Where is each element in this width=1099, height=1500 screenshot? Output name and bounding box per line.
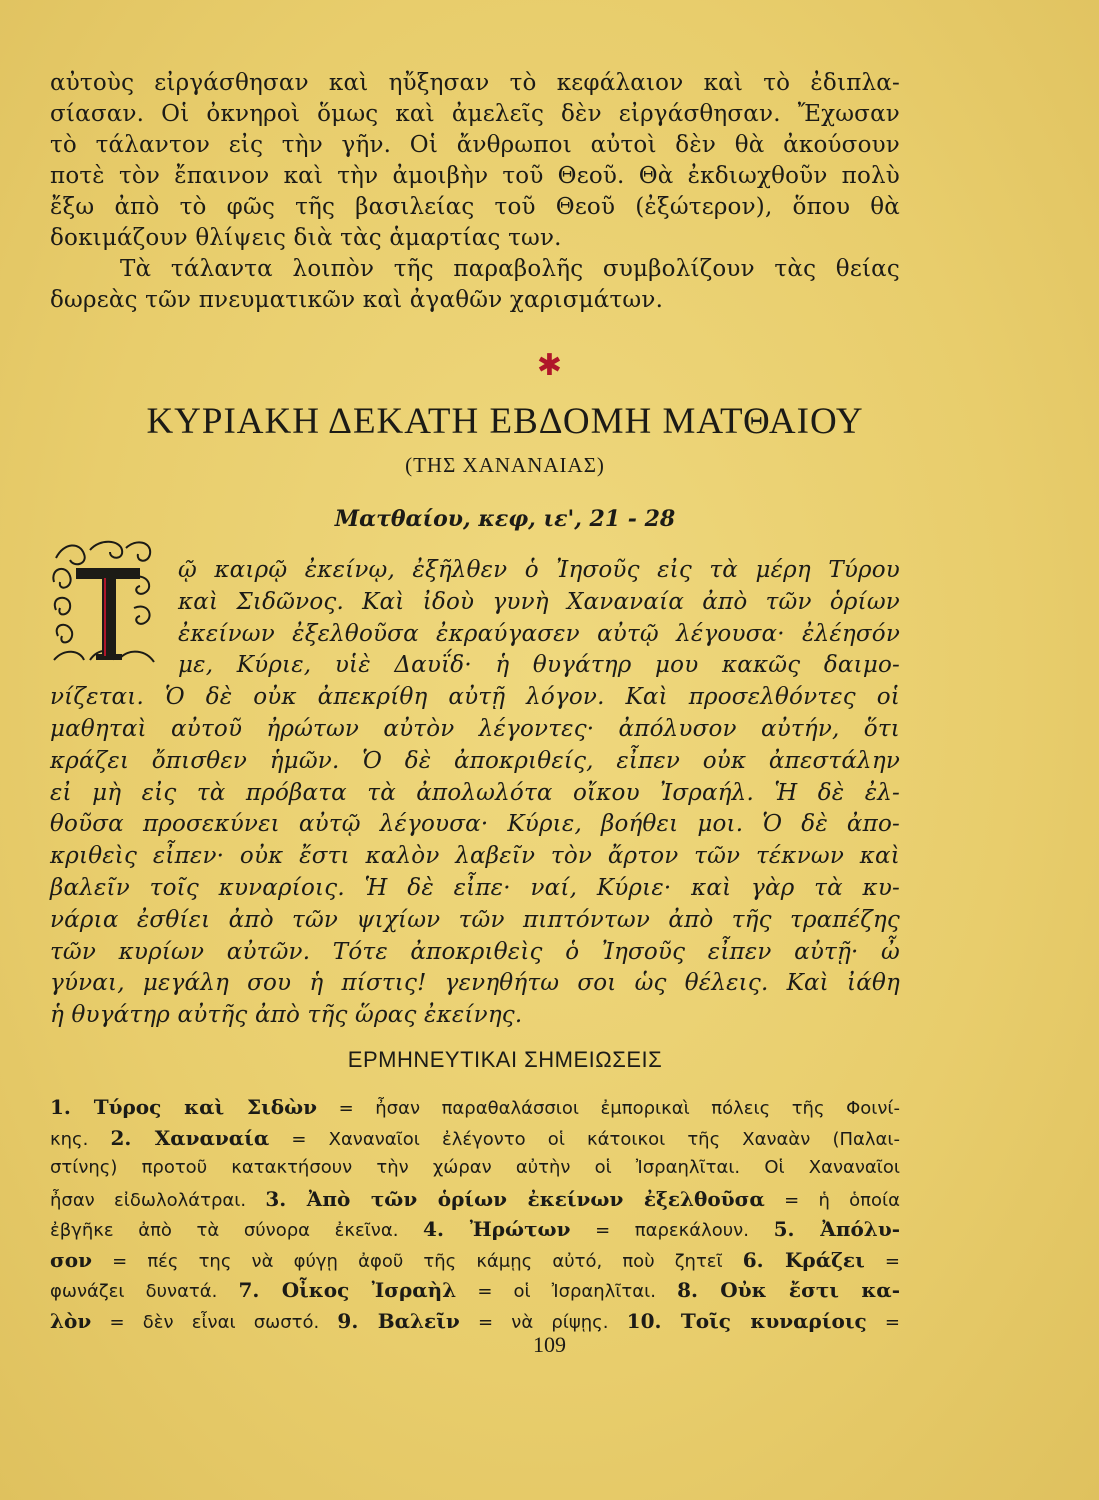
note-text: κης. — [50, 1128, 111, 1150]
note-text: = οἱ Ἰσραηλῖται. — [456, 1281, 678, 1302]
text-line: δωρεὰς τῶν πνευματικῶν καὶ ἀγαθῶν χαρισμάτων. — [50, 287, 664, 313]
note-text: = παρεκάλουν. — [570, 1220, 774, 1241]
notes-heading: ΕΡΜΗΝΕΥΤΙΚΑΙ ΣΗΜΕΙΩΣΕΙΣ — [347, 1047, 663, 1072]
note-line — [50, 1153, 900, 1184]
explanatory-notes — [50, 1092, 900, 1336]
text-line: με, Κύριε, υἱὲ Δαυΐδ· ἡ θυγάτηρ μου κακῶς δαιμο- — [178, 652, 900, 679]
note-term: σον — [50, 1247, 92, 1272]
text-line: νίζεται. Ὁ δὲ οὐκ ἀπεκρίθη αὐτῇ λόγον. Καὶ προσελθόντες οἱ — [50, 684, 900, 711]
text-line: ἐκείνων ἐξελθοῦσα ἐκραύγασεν αὐτῷ λέγουσα· ἐλέησόν — [178, 620, 900, 647]
note-term: 9. Βαλεῖν — [337, 1308, 460, 1333]
note-text: = Χαναναῖοι ἐλέγοντο οἱ κάτοικοι τῆς Χαναὰν (Παλαι- — [269, 1128, 900, 1150]
section-title: ΚΥΡΙΑΚΗ ΔΕΚΑΤΗ ΕΒΔΟΜΗ ΜΑΤΘΑΙΟΥ — [146, 401, 864, 442]
text-line: ῷ καιρῷ ἐκείνῳ, ἐξῆλθεν ὁ Ἰησοῦς εἰς τὰ μέρη Τύρου — [178, 557, 900, 583]
section-subtitle: (ΤΗΣ ΧΑΝΑΝΑΙΑΣ) — [405, 453, 605, 477]
text-line: δοκιμάζουν θλίψεις διὰ τὰς ἁμαρτίας των. — [50, 225, 562, 251]
text-line: θοῦσα προσεκύνει αὐτῷ λέγουσα· Κύριε, βοήθει μοι. Ὁ δὲ ἀπο- — [50, 811, 900, 838]
note-term: 2. Χαναναία — [110, 1125, 270, 1150]
text-line: βαλεῖν τοῖς κυναρίοις. Ἡ δὲ εἶπε· ναί, Κύριε· καὶ γὰρ τὰ κυ- — [50, 874, 900, 901]
note-term: 8. Οὐκ ἔστι κα- — [677, 1278, 900, 1302]
note-text: = ἡ ὁποία — [764, 1189, 900, 1211]
note-text: = — [864, 1250, 900, 1272]
note-text: = πές της νὰ φύγῃ ἀφοῦ τῆς κάμῃς αὐτό, ποὺ ζητεῖ — [91, 1250, 743, 1272]
page-number: 109 — [533, 1332, 566, 1357]
text-line: κράζει ὄπισθεν ἡμῶν. Ὁ δὲ ἀποκριθείς, εἶπεν οὐκ ἀπεστάλην — [50, 747, 900, 774]
text-line: τῶν κυρίων αὐτῶν. Τότε ἀποκριθεὶς ὁ Ἰησοῦς εἶπεν αὐτῇ· ὦ — [50, 938, 900, 965]
text-line: ποτὲ τὸν ἔπαινον καὶ τὴν ἀμοιβὴν τοῦ Θεοῦ. Θὰ ἐκδιωχθοῦν πολὺ — [50, 163, 900, 189]
note-text: στίνης) προτοῦ κατακτήσουν τὴν χώραν αὐτὴν οἱ Ἰσραηλῖται. Οἱ Χαναναῖοι — [50, 1157, 900, 1178]
note-term: 6. Κράζει — [742, 1247, 865, 1272]
text-line: νάρια ἐσθίει ἀπὸ τῶν ψιχίων τῶν πιπτόντων ἀπὸ τῆς τραπέζης — [50, 906, 900, 933]
text-line: γύναι, μεγάλη σου ἡ πίστις! γενηθήτω σοι ὡς θέλεις. Καὶ ἰάθη — [50, 970, 900, 997]
text-line: εἰ μὴ εἰς τὰ πρόβατα τὰ ἀπολωλότα οἴκου Ἰσραήλ. Ἡ δὲ ἐλ- — [50, 779, 900, 806]
separator-glyph: ✱ — [536, 348, 563, 383]
note-text: = νὰ ρίψῃς. — [459, 1311, 627, 1333]
text-line: αὐτοὺς εἰργάσθησαν καὶ ηὔξησαν τὸ κεφάλαιον καὶ τὸ ἐδιπλα- — [50, 70, 900, 96]
gospel-reading — [50, 555, 900, 1032]
text-line: ἡ θυγάτηρ αὐτῆς ἀπὸ τῆς ὥρας ἐκείνης. — [50, 1002, 523, 1029]
drop-cap-letter: Τ — [50, 538, 51, 539]
note-term: 5. Ἀπόλυ- — [773, 1217, 900, 1241]
note-text: ἦσαν εἰδωλολάτραι. — [50, 1189, 266, 1211]
note-line — [50, 1214, 900, 1245]
intro-paragraph — [50, 68, 900, 316]
note-text: = δὲν εἶναι σωστό. — [91, 1311, 338, 1333]
text-line: σίασαν. Οἱ ὀκνηροὶ ὅμως καὶ ἀμελεῖς δὲν εἰργάσθησαν. Ἔχωσαν — [50, 101, 900, 127]
note-line — [50, 1184, 900, 1215]
note-text: = ἦσαν παραθαλάσσιοι ἐμπορικαὶ πόλεις τῆς Φοινί- — [317, 1098, 900, 1119]
note-line — [50, 1123, 900, 1154]
text-line: Τὰ τάλαντα λοιπὸν τῆς παραβολῆς συμβολίζουν τὰς θείας — [120, 256, 900, 282]
text-line: μαθηταὶ αὐτοῦ ἠρώτων αὐτὸν λέγοντες· ἀπόλυσον αὐτήν, ὅτι — [50, 715, 900, 742]
text-line: καὶ Σιδῶνος. Καὶ ἰδοὺ γυνὴ Χαναναία ἀπὸ τῶν ὁρίων — [178, 588, 900, 615]
note-line — [50, 1275, 900, 1306]
note-text: φωνάζει δυνατά. — [50, 1281, 239, 1302]
note-text: = — [866, 1311, 901, 1333]
note-term: 4. Ἠρώτων — [423, 1217, 571, 1241]
text-line: τὸ τάλαντον εἰς τὴν γῆν. Οἱ ἄνθρωποι αὐτοὶ δὲν θὰ ἀκούσουν — [50, 132, 900, 158]
scripture-reference: Ματθαίου, κεφ, ιε', 21 - 28 — [334, 506, 676, 532]
note-term: 1. Τύρος καὶ Σιδὼν — [50, 1095, 318, 1119]
note-term: 3. Ἀπὸ τῶν ὁρίων ἐκείνων ἐξελθοῦσα — [265, 1186, 765, 1211]
note-term: 10. Τοῖς κυναρίοις — [626, 1308, 867, 1333]
section-separator-icon — [0, 348, 1099, 384]
note-line — [50, 1245, 900, 1276]
text-line: κριθεὶς εἶπεν· οὐκ ἔστι καλὸν λαβεῖν τὸν ἄρτον τῶν τέκνων καὶ — [50, 843, 900, 870]
note-term: 7. Οἶκος Ἰσραὴλ — [238, 1278, 457, 1302]
text-line: ἔξω ἀπὸ τὸ φῶς τῆς βασιλείας τοῦ Θεοῦ (ἐξώτερον), ὅπου θὰ — [50, 194, 900, 220]
note-term: λὸν — [50, 1308, 92, 1333]
note-text: ἐβγῆκε ἀπὸ τὰ σύνορα ἐκεῖνα. — [50, 1220, 424, 1241]
note-line — [50, 1092, 900, 1123]
